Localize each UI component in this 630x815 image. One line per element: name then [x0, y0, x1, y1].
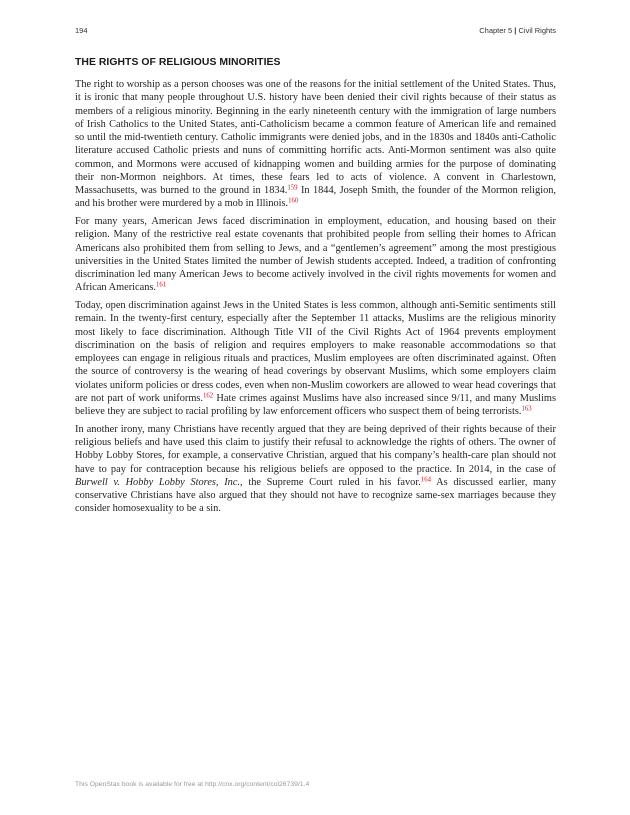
- chapter-title: Civil Rights: [518, 26, 556, 35]
- footnote-ref-160[interactable]: 160: [288, 197, 299, 205]
- text-run: In 1844, Joseph Smith, the founder of the Mormon religion, and his brother were murdered by a mob in Illinois.: [75, 185, 556, 210]
- page-header: [75, 26, 556, 38]
- body-text: [75, 78, 556, 520]
- chapter-label: [479, 26, 556, 35]
- footnote-ref-163[interactable]: 163: [521, 405, 532, 413]
- page-number: 194: [75, 26, 88, 35]
- footnote-ref-161[interactable]: 161: [156, 281, 167, 289]
- footnote-ref-162[interactable]: 162: [202, 392, 214, 400]
- page-footer: This OpenStax book is available for free at http://cnx.org/content/col26739/1.4: [75, 781, 310, 788]
- text-run: In another irony, many Christians have recently argued that they are being deprived of their rights because of their religious beliefs and have used this claim to justify their refusal to acknowledge the rights of others. The owner of Hobby Lobby Stores, for example, a conservative Christian, argued that his company’s health-care plan should not have to pay for contraception because his religious beliefs are opposed to the practice. In 2014, in the case of: [75, 423, 556, 475]
- header-separator: |: [514, 26, 517, 35]
- paragraph-4: [75, 423, 556, 516]
- text-run: For many years, American Jews faced discrimination in employment, education, and housing based on their religion. Many of the restrictive real estate covenants that prohibited people from selling their homes to African Americans also prohibited them from selling to Jews, and a “gentlemen’s agreement” among the most prestigious universities in the United States limited the number of Jewish students accepted. Indeed, a tradition of confronting discrimination led many American Jews to become actively involved in the civil rights movements for women and African Americans.: [75, 216, 556, 294]
- paragraph-2: [75, 215, 556, 295]
- text-run: As discussed earlier, many conservative Christians have also argued that they should not have to recognize same-sex marriages because they consider homosexuality to be a sin.: [75, 476, 556, 515]
- section-title: THE RIGHTS OF RELIGIOUS MINORITIES: [75, 57, 281, 68]
- text-run: Hate crimes against Muslims have also increased since 9/11, and many Muslims believe they are subject to racial profiling by law enforcement officers who suspect them of being terrorists.: [75, 392, 556, 417]
- chapter-number: Chapter 5: [479, 26, 513, 35]
- text-run: Today, open discrimination against Jews in the United States is less common, although anti-Semitic sentiments still remain. In the twenty-first century, especially after the September 11 attacks, Muslims are the religious minority most likely to face discrimination. Although Title VII of the Civil Rights Act of 1964 prevents employment discrimination on the basis of religion and requires employers to make reasonable accommodations so that employees can engage in religious rituals and practices, Muslim employees are often discriminated against. Often the source of controversy is the wearing of head coverings by observant Muslims, which some employers claim violates uniform policies or dress codes, even when non-Muslim coworkers are allowed to wear head coverings that are not part of work uniforms.: [75, 300, 556, 404]
- paragraph-3: [75, 299, 556, 418]
- footnote-ref-164[interactable]: 164: [420, 476, 431, 484]
- text-run: The right to worship as a person chooses was one of the reasons for the initial settlement of the United States. Thus, it is ironic that many people throughout U.S. history have been denied their civil rights because of their status as members of a religious minority. Beginning in the early nineteenth century with the immigration of large numbers of Irish Catholics to the United States, anti-Catholicism became a common feature of American life and remained so until the mid-twentieth century. Catholic immigrants were denied jobs, and in the 1830s and 1840s anti-Catholic literature accused Catholic priests and nuns of committing horrific acts. Anti-Mormon sentiment was also quite common, and Mormons were accused of kidnapping women and building armies for the purpose of dominating their non-Mormon neighbors. At times, these fears led to acts of violence. A convent in Charlestown, Massachusetts, was burned to the ground in 1834.: [75, 79, 556, 196]
- text-run: , the Supreme Court ruled in his favor.: [240, 476, 421, 488]
- paragraph-1: [75, 78, 556, 211]
- footnote-ref-159[interactable]: 159: [287, 184, 298, 192]
- case-name: Burwell v. Hobby Lobby Stores, Inc.: [75, 476, 241, 488]
